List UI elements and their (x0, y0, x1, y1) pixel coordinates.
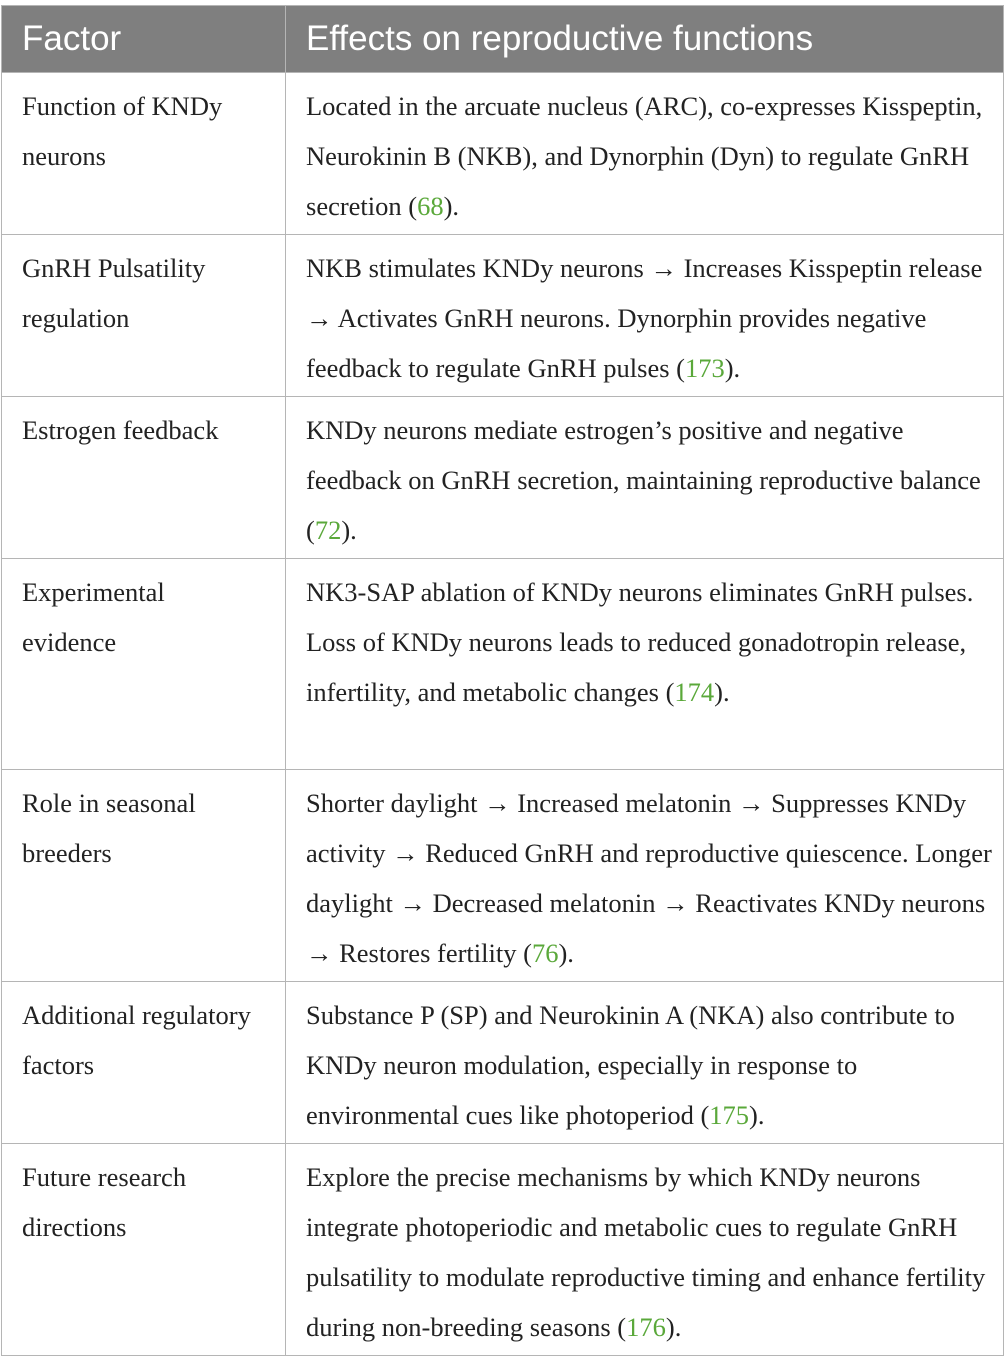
reference-link[interactable]: 175 (709, 1100, 750, 1130)
effect-text-end: ). (341, 515, 357, 545)
effect-cell (286, 770, 1004, 982)
factor-cell: Experimental evidence (2, 559, 286, 770)
effect-cell (286, 73, 1004, 235)
effect-text-end: ). (665, 1312, 682, 1342)
factor-cell: Function of KNDy neurons (2, 73, 286, 235)
header-row (2, 6, 1004, 73)
reference-link[interactable]: 173 (684, 353, 725, 383)
effect-text-end: ). (558, 938, 574, 968)
effect-text: Loss of KNDy neurons leads to reduced gonadotropin release, infertility, and metabolic changes ( (306, 627, 967, 707)
factor-effects-table (1, 5, 1004, 1356)
factor-cell: Future research directions (2, 1144, 286, 1356)
factor-cell: Additional regulatory factors (2, 982, 286, 1144)
effect-text: NKB stimulates KNDy neurons → Increases Kisspeptin release → Activates GnRH neurons. Dynorphin provides negative feedback to regulate GnRH pulses ( (306, 253, 983, 383)
effect-text-end: ). (714, 677, 730, 707)
reference-link[interactable]: 174 (674, 677, 715, 707)
effect-text: Shorter daylight → Increased melatonin → Suppresses KNDy activity → Reduced GnRH and reproductive quiescence. Longer daylight → Decreased melatonin → Reactivates KNDy neurons → Restores fertility ( (306, 788, 992, 968)
reference-link[interactable]: 176 (626, 1312, 666, 1342)
table-row (2, 559, 1004, 770)
effect-text: Explore the precise mechanisms by which KNDy neurons integrate photoperiodic and metabolic cues to regulate GnRH pulsatility to modulate reproductive timing and enhance fertility during non-breeding seasons ( (306, 1162, 986, 1342)
factor-cell: Role in seasonal breeders (2, 770, 286, 982)
effect-cell (286, 235, 1004, 397)
header-factor: Factor (2, 6, 286, 73)
table-body (2, 73, 1004, 1356)
effect-cell (286, 559, 1004, 770)
factor-cell: GnRH Pulsatility regulation (2, 235, 286, 397)
table-row (2, 73, 1004, 235)
effect-text-first: NK3-SAP ablation of KNDy neurons eliminates GnRH pulses. (306, 577, 974, 607)
table-header (2, 6, 1004, 73)
table-row (2, 397, 1004, 559)
factor-cell: Estrogen feedback (2, 397, 286, 559)
table-row (2, 1144, 1004, 1356)
table-row (2, 982, 1004, 1144)
effect-text: Substance P (SP) and Neurokinin A (NKA) also contribute to KNDy neuron modulation, especially in response to environmental cues like photoperiod ( (306, 1000, 955, 1130)
reference-link[interactable]: 76 (531, 938, 559, 968)
table-row (2, 235, 1004, 397)
effect-cell (286, 1144, 1004, 1356)
reference-link[interactable]: 72 (314, 515, 342, 545)
effect-cell (286, 982, 1004, 1144)
effect-text-end: ). (443, 191, 460, 221)
table-row (2, 770, 1004, 982)
effect-cell (286, 397, 1004, 559)
header-effects: Effects on reproductive functions (286, 6, 1004, 73)
reference-link[interactable]: 68 (417, 191, 444, 221)
effect-text-end: ). (724, 353, 741, 383)
effect-text-end: ). (749, 1100, 765, 1130)
effect-text: Located in the arcuate nucleus (ARC), co-expresses Kisspeptin, Neurokinin B (NKB), and Dynorphin (Dyn) to regulate GnRH secretion ( (306, 91, 983, 221)
effect-text: KNDy neurons mediate estrogen’s positive and negative feedback on GnRH secretion, maintaining reproductive balance ( (306, 415, 981, 545)
